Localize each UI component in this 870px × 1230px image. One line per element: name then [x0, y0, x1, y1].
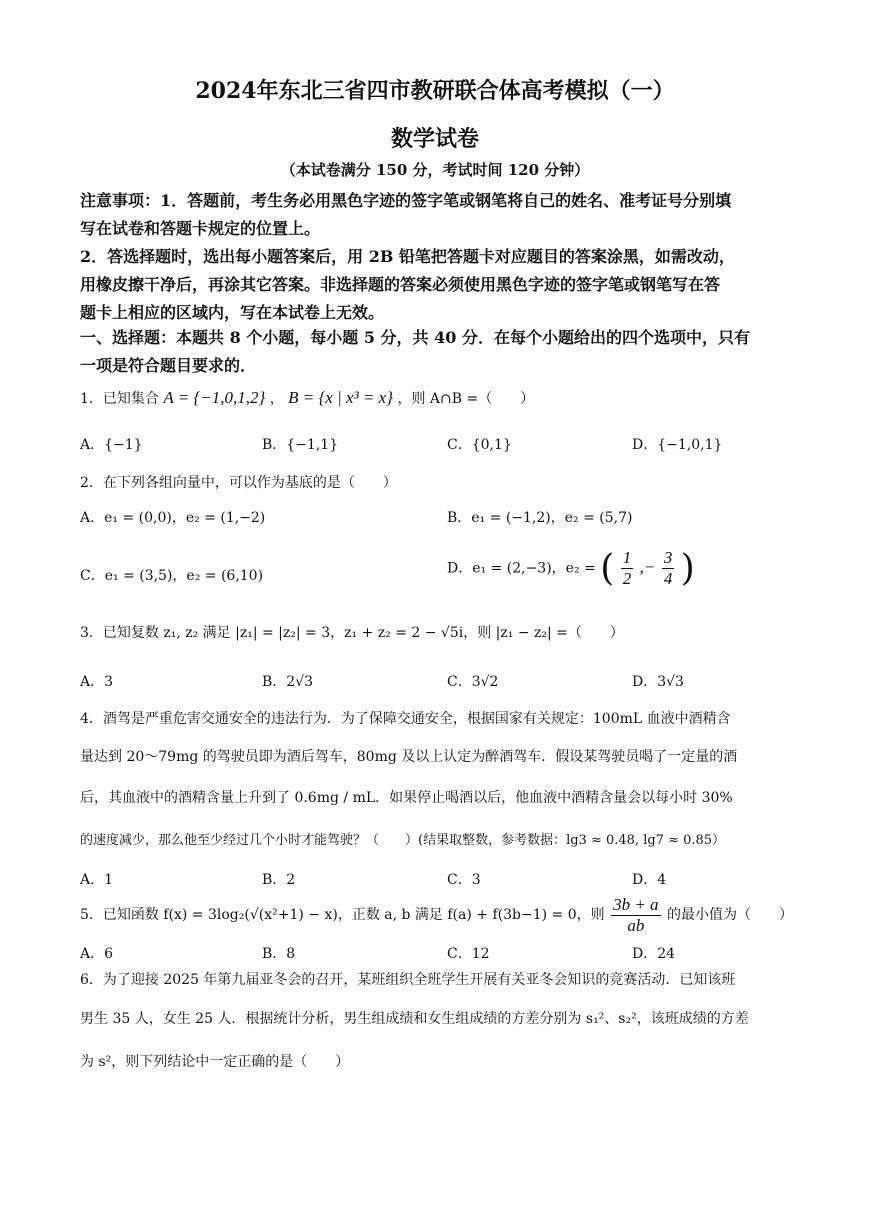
q5-prefix: 5．已知函数 f(x) = 3log₂(√(x²+1) − x)，正数 a, b 满足 f(a) + f(3b−1) = 0，则 — [80, 907, 605, 924]
q5-suffix: 的最小值为（ ） — [667, 907, 794, 924]
fraction-denominator: ab — [627, 915, 645, 935]
question-4-line-1: 4．酒驾是严重危害交通安全的违法行为．为了保障交通安全，根据国家有关规定：100mL 血液中酒精含 — [80, 711, 731, 727]
q1-suffix: ，则 A∩B =（ ） — [397, 391, 535, 407]
q4-option-a[interactable]: A．1 — [80, 872, 114, 888]
q4-option-d[interactable]: D．4 — [632, 872, 667, 888]
left-paren: ( — [600, 548, 615, 589]
q2-option-d[interactable] — [447, 548, 695, 589]
q2-option-b[interactable]: B．e₁ = (−1,2)，e₂ = (5,7) — [447, 510, 633, 526]
question-4-line-2: 量达到 20～79mg 的驾驶员即为酒后驾车，80mg 及以上认定为醉酒驾车．假设某驾驶员喝了一定量的酒 — [80, 749, 738, 765]
fraction-numerator: 3 — [663, 548, 673, 568]
question-6-line-1: 6．为了迎接 2025 年第九届亚冬会的召开，某班组织全班学生开展有关亚冬会知识的竞赛活动．已知该班 — [80, 972, 736, 988]
section-heading-line-1: 一、选择题：本题共 8 个小题，每小题 5 分，共 40 分．在每个小题给出的四个选项中，只有 — [80, 328, 750, 347]
notice-line-2: 写在试卷和答题卡规定的位置上。 — [80, 219, 321, 238]
q5-fraction — [611, 895, 660, 935]
question-6-line-3: 为 s²，则下列结论中一定正确的是（ ） — [80, 1054, 350, 1070]
exam-title: 2024年东北三省四市教研联合体高考模拟（一） — [195, 78, 675, 104]
notice-line-4: 用橡皮擦干净后，再涂其它答案。非选择题的答案必须使用黑色字迹的签字笔或钢笔写在答 — [80, 275, 721, 294]
q3-option-c[interactable]: C．3√2 — [447, 674, 499, 690]
q3-option-a[interactable]: A．3 — [80, 674, 114, 690]
question-5-stem — [80, 895, 793, 935]
fraction-denominator: 2 — [622, 569, 632, 588]
notice-line-1: 注意事项：1．答题前，考生务必用黑色字迹的签字笔或钢笔将自己的姓名、准考证号分别填 — [80, 191, 732, 210]
q3-option-d[interactable]: D．3√3 — [632, 674, 684, 690]
q1-set-a: A = {−1,0,1,2} — [163, 388, 266, 407]
question-6-line-2: 男生 35 人，女生 25 人．根据统计分析，男生组成绩和女生组成绩的方差分别为 s₁²、s₂²，该班成绩的方差 — [80, 1011, 749, 1027]
q1-option-c[interactable]: C．{0,1} — [447, 437, 512, 453]
question-2-stem: 2．在下列各组向量中，可以作为基底的是（ ） — [80, 475, 397, 491]
section-heading-line-2: 一项是符合题目要求的． — [80, 356, 257, 375]
q2-d-fraction-2 — [662, 548, 675, 588]
question-4-line-3: 后，其血液中的酒精含量上升到了 0.6mg / mL．如果停止喝酒以后，他血液中酒精含量会以每小时 30% — [80, 790, 733, 806]
question-4-line-4: 的速度减少，那么他至少经过几个小时才能驾驶？（ ）(结果取整数，参考数据：lg3 ≈ 0.48, lg7 ≈ 0.85） — [80, 833, 726, 848]
q2-d-comma: ,− — [639, 557, 656, 577]
q2-d-prefix: D．e₁ = (2,−3)，e₂ = — [447, 560, 596, 577]
q2-option-c[interactable]: C．e₁ = (3,5)，e₂ = (6,10) — [80, 568, 264, 584]
q1-separator: ， — [269, 391, 284, 407]
right-paren: ) — [680, 548, 695, 589]
notice-line-3: 2．答选择题时，选出每小题答案后，用 2B 铅笔把答题卡对应题目的答案涂黑，如需改动， — [80, 247, 735, 266]
q1-option-a[interactable]: A．{−1} — [80, 437, 143, 453]
question-1-stem — [80, 388, 534, 408]
q5-option-c[interactable]: C．12 — [447, 946, 490, 962]
q4-option-c[interactable]: C．3 — [447, 872, 481, 888]
exam-note: （本试卷满分 150 分，考试时间 120 分钟） — [280, 161, 590, 179]
notice-line-5: 题卡上相应的区域内，写在本试卷上无效。 — [80, 303, 385, 322]
q1-set-b: B = {x | x³ = x} — [288, 388, 393, 407]
q2-option-a[interactable]: A．e₁ = (0,0)，e₂ = (1,−2) — [80, 510, 266, 526]
q4-option-b[interactable]: B．2 — [262, 872, 296, 888]
q2-d-fraction-1 — [621, 548, 634, 588]
fraction-numerator: 3b + a — [613, 895, 659, 914]
q1-option-b[interactable]: B．{−1,1} — [262, 437, 339, 453]
q5-option-b[interactable]: B．8 — [262, 946, 296, 962]
fraction-numerator: 1 — [622, 548, 632, 568]
q1-prefix: 1．已知集合 — [80, 391, 159, 407]
q3-option-b[interactable]: B．2√3 — [262, 674, 314, 690]
exam-subtitle: 数学试卷 — [390, 126, 479, 152]
fraction-denominator: 4 — [663, 569, 673, 588]
q5-option-d[interactable]: D．24 — [632, 946, 676, 962]
q1-option-d[interactable]: D．{−1,0,1} — [632, 437, 723, 453]
q5-option-a[interactable]: A．6 — [80, 946, 114, 962]
question-3-stem: 3．已知复数 z₁, z₂ 满足 |z₁| = |z₂| = 3，z₁ + z₂ = 2 − √5i，则 |z₁ − z₂| =（ ） — [80, 625, 624, 641]
